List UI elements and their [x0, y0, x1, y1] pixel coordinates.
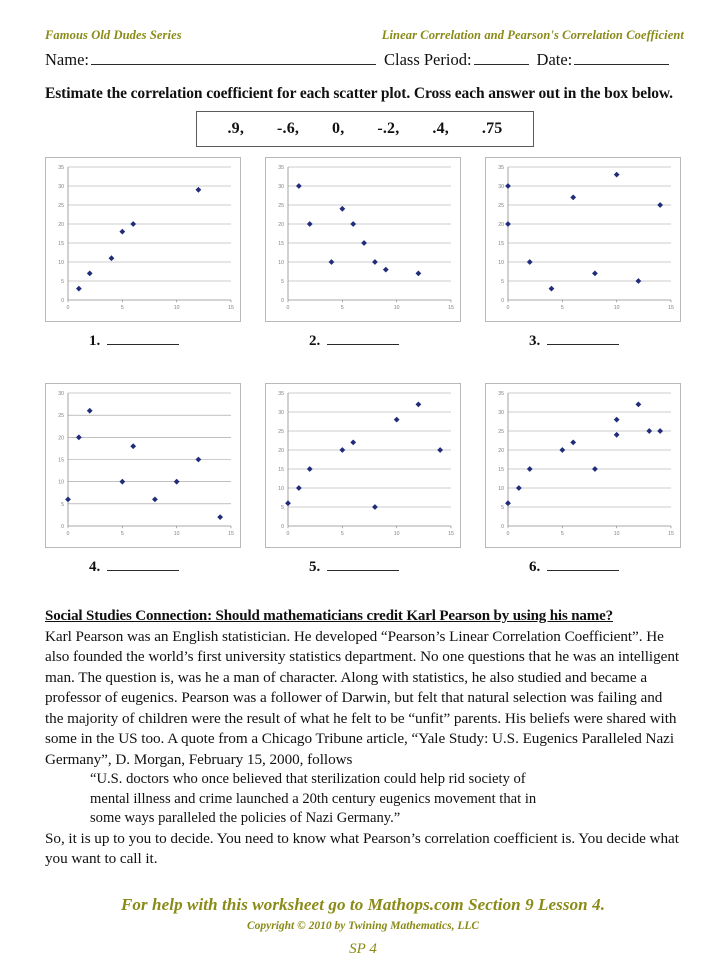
svg-text:5: 5	[120, 305, 124, 311]
page-footer	[0, 895, 726, 958]
svg-text:25: 25	[278, 429, 284, 435]
worksheet-title: Linear Correlation and Pearson's Correlation Coefficient	[381, 28, 684, 42]
svg-text:15: 15	[668, 531, 674, 537]
date-label: Date:	[536, 50, 573, 69]
answer-blank[interactable]	[107, 558, 179, 571]
svg-text:0: 0	[506, 531, 510, 537]
svg-text:35: 35	[278, 165, 284, 171]
svg-text:5: 5	[281, 279, 284, 285]
answer-number: 1.	[89, 333, 101, 349]
scatter-plot-cell	[45, 157, 241, 350]
scatter-plot-row-1	[45, 157, 681, 350]
svg-text:5: 5	[61, 501, 64, 508]
answer-blank[interactable]	[107, 332, 179, 345]
answer-blank[interactable]	[327, 332, 399, 345]
class-period-label: Class Period:	[383, 50, 472, 69]
svg-text:10: 10	[278, 486, 284, 492]
scatter-plot-1	[45, 157, 241, 322]
svg-text:5: 5	[560, 305, 564, 311]
svg-text:30: 30	[498, 410, 504, 416]
svg-text:30: 30	[278, 410, 284, 416]
scatter-plot-4	[45, 383, 241, 548]
svg-text:10: 10	[278, 260, 284, 266]
answer-line-5	[265, 558, 461, 576]
answer-choice[interactable]: -.2,	[377, 120, 400, 137]
class-period-input-line[interactable]	[474, 51, 529, 65]
social-studies-paragraph-2: So, it is up to you to decide. You need to know what Pearson’s correlation coefficient is. You decide what you want to call it.	[45, 829, 679, 868]
svg-text:10: 10	[393, 531, 400, 537]
svg-text:0: 0	[66, 531, 70, 537]
svg-text:0: 0	[66, 305, 70, 311]
answer-line-3	[485, 332, 681, 350]
scatter-plot-cell	[45, 383, 241, 576]
svg-text:15: 15	[228, 531, 234, 537]
answer-choice-box	[196, 111, 534, 147]
svg-text:15: 15	[448, 531, 454, 537]
answer-blank[interactable]	[547, 558, 619, 571]
answer-choice[interactable]: 0,	[332, 120, 345, 137]
svg-text:20: 20	[58, 222, 64, 228]
scatter-plot-row-2	[45, 383, 681, 576]
answer-line-1	[45, 332, 241, 350]
svg-text:15: 15	[278, 467, 284, 473]
svg-text:0: 0	[501, 524, 504, 530]
svg-text:0: 0	[61, 524, 64, 530]
svg-text:0: 0	[506, 305, 510, 311]
instruction-text: Estimate the correlation coefficient for each scatter plot. Cross each answer out in the box below.	[45, 85, 673, 102]
svg-text:25: 25	[58, 203, 64, 209]
svg-text:15: 15	[58, 241, 64, 247]
answer-choice[interactable]: .9,	[227, 120, 245, 137]
svg-text:10: 10	[498, 486, 504, 492]
svg-text:5: 5	[281, 505, 284, 511]
date-input-line[interactable]	[574, 51, 669, 65]
svg-text:10: 10	[58, 479, 64, 486]
svg-text:20: 20	[278, 222, 284, 228]
answer-line-6	[485, 558, 681, 576]
svg-text:25: 25	[278, 203, 284, 209]
svg-text:30: 30	[498, 184, 504, 190]
svg-text:35: 35	[498, 165, 504, 171]
social-studies-section	[45, 608, 683, 870]
svg-text:0: 0	[281, 298, 284, 304]
svg-text:10: 10	[393, 305, 400, 311]
scatter-plot-2	[265, 157, 461, 322]
svg-text:25: 25	[498, 429, 504, 435]
series-title: Famous Old Dudes Series	[45, 28, 182, 42]
answer-blank[interactable]	[327, 558, 399, 571]
svg-text:30: 30	[58, 391, 64, 397]
svg-text:20: 20	[498, 222, 504, 228]
svg-text:20: 20	[278, 448, 284, 454]
svg-text:5: 5	[340, 305, 344, 311]
scatter-plot-cell	[265, 157, 461, 350]
svg-text:10: 10	[613, 305, 620, 311]
svg-text:5: 5	[61, 279, 64, 285]
svg-text:10: 10	[613, 531, 620, 537]
answer-number: 3.	[529, 333, 541, 349]
svg-text:0: 0	[281, 524, 284, 530]
svg-text:35: 35	[498, 391, 504, 397]
answer-choice[interactable]: .4,	[432, 120, 449, 137]
svg-text:5: 5	[560, 531, 564, 537]
answer-number: 5.	[309, 559, 321, 575]
svg-text:15: 15	[278, 241, 284, 247]
answer-line-2	[265, 332, 461, 350]
answer-number: 4.	[89, 559, 101, 575]
svg-text:0: 0	[286, 305, 290, 311]
svg-text:10: 10	[498, 260, 504, 266]
svg-text:35: 35	[58, 165, 64, 171]
svg-text:5: 5	[340, 531, 344, 537]
student-info-row	[45, 50, 684, 70]
footer-page-code: SP 4	[349, 941, 377, 957]
answer-line-4	[45, 558, 241, 576]
svg-text:20: 20	[498, 448, 504, 454]
svg-text:15: 15	[498, 467, 504, 473]
scatter-plot-cell	[485, 383, 681, 576]
svg-text:15: 15	[448, 305, 454, 311]
svg-text:25: 25	[498, 203, 504, 209]
name-label: Name:	[45, 50, 89, 69]
svg-text:10: 10	[173, 305, 180, 311]
svg-text:15: 15	[498, 241, 504, 247]
svg-text:10: 10	[173, 531, 180, 537]
social-studies-quote: “U.S. doctors who once believed that sterilization could help rid society of mental illness and crime launched a 20th century eugenics movement that in some ways paralleled the policies of Nazi Germany.”	[90, 771, 537, 827]
svg-text:30: 30	[278, 184, 284, 190]
svg-text:15: 15	[668, 305, 674, 311]
scatter-plot-6	[485, 383, 681, 548]
svg-text:5: 5	[120, 531, 124, 537]
social-studies-paragraph-1: Karl Pearson was an English statistician. He developed “Pearson’s Linear Correlation Coefficient”. He also founded the world’s first university statistics department. No one questions that he was an intelligent man. The question is, was he a man of character. Along with statistics, he also studied and became a professor of eugenics. Pearson was a follower of Darwin, but felt that natural selection was failing and the majority of children were the result of what he felt to be “unfit” parents. His beliefs were shared with some in the US too. A quote from a Chicago Tribune article, “Yale Study: U.S. Eugenics Paralleled Nazi Germany”, D. Morgan, February 15, 2000, follows	[45, 628, 680, 768]
svg-text:10: 10	[58, 260, 64, 266]
footer-copyright: Copyright © 2010 by Twining Mathematics, LLC	[246, 920, 480, 932]
svg-text:30: 30	[58, 184, 64, 190]
answer-number: 2.	[309, 333, 321, 349]
social-studies-heading: Social Studies Connection: Should mathematicians credit Karl Pearson by using his name?	[45, 608, 613, 624]
svg-text:5: 5	[501, 279, 504, 285]
svg-text:0: 0	[501, 298, 504, 304]
svg-text:5: 5	[501, 505, 504, 511]
footer-help-text: For help with this worksheet go to Mathops.com Section 9 Lesson 4.	[120, 895, 606, 914]
svg-text:15: 15	[228, 305, 234, 311]
answer-blank[interactable]	[547, 332, 619, 345]
answer-choice[interactable]: -.6,	[276, 120, 300, 137]
scatter-plot-3	[485, 157, 681, 322]
svg-text:15: 15	[58, 457, 64, 464]
answer-number: 6.	[529, 559, 541, 575]
scatter-plot-cell	[485, 157, 681, 350]
answer-choice[interactable]: .75	[481, 120, 503, 137]
svg-text:20: 20	[58, 435, 64, 442]
scatter-plot-5	[265, 383, 461, 548]
svg-text:0: 0	[61, 298, 64, 304]
svg-text:0: 0	[286, 531, 290, 537]
scatter-plot-cell	[265, 383, 461, 576]
name-input-line[interactable]	[91, 51, 376, 65]
svg-text:25: 25	[58, 413, 64, 420]
svg-text:35: 35	[278, 391, 284, 397]
page-header	[45, 28, 684, 43]
